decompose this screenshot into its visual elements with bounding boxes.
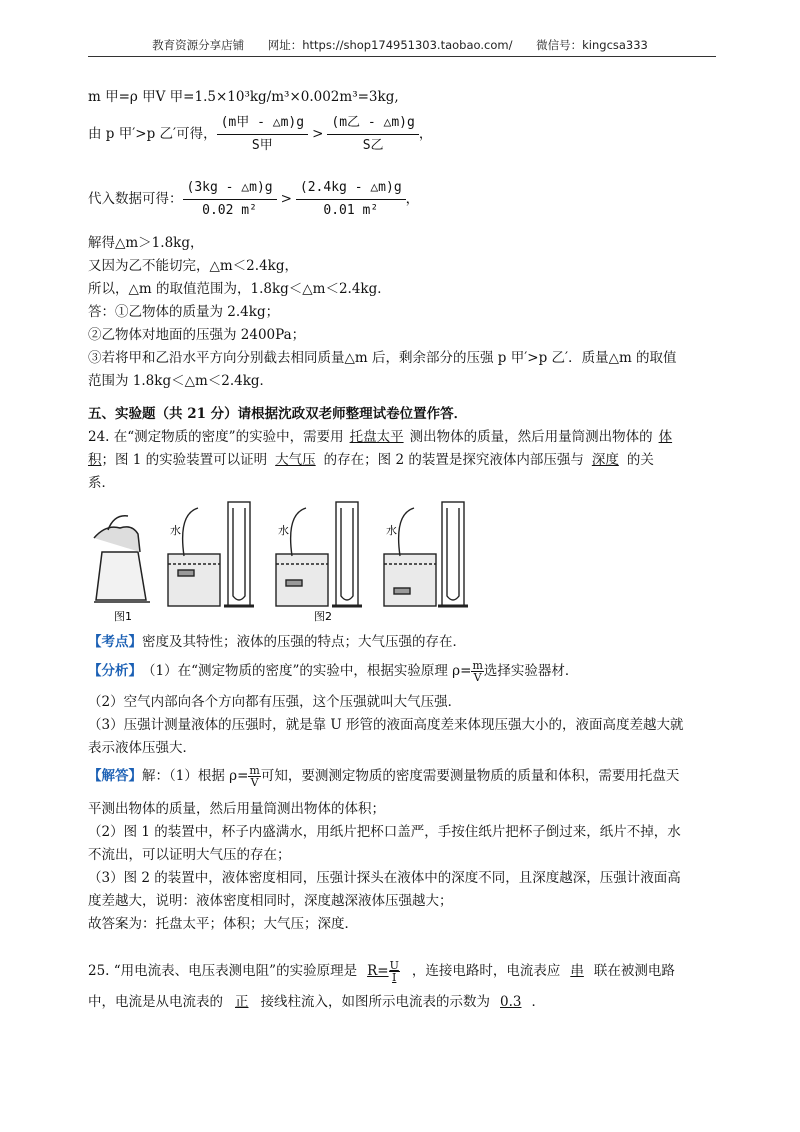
q24-text: 的关 [626,452,654,468]
figure-1-cup [94,516,150,602]
answer-blank: 体 [658,429,673,445]
solution-line-5: 又因为乙不能切完，△m＜2.4kg， [88,258,298,274]
fraction-denominator: 0.01 m² [323,202,379,218]
answer-line-4: 范围为 1.8kg＜△m＜2.4kg． [88,373,274,389]
container-3 [384,502,468,606]
q24-text: ；图 1 的实验装置可以证明 [101,452,268,468]
container-1 [168,502,254,606]
fraction-numerator: (m甲 - △m)g [217,114,308,135]
fenxi-line-1 [88,659,578,683]
water-label: 水 [170,524,181,537]
jieda-line-6: 度差越大，说明：液体密度相同时，深度越深液体压强越大； [88,893,453,909]
solution-line-3: 代入数据可得： $\frac{(3kg - \triangle m)g}{\text{0.02 m²}}$ > $\frac{(2.4kg - \triangle m)g}{\text{0.01 m²}}$ ， [88,179,420,218]
solution-line-4: 解得△m＞1.8kg， [88,235,204,251]
fenxi-line-4: 表示液体压强大． [88,740,196,756]
shop-name: 教育资源分享店铺 [152,38,245,52]
fenxi-line-2: （2）空气内部向各个方向都有压强，这个压强就叫大气压强． [88,694,462,710]
q24-text: 的存在；图 2 的装置是探究液体内部压强与 [323,452,584,468]
fenxi-text: （1）在“测定物质的密度”的实验中，根据实验原理 ρ= [142,663,472,679]
fraction-numerator: (3kg - △m)g [183,179,277,200]
answer-line-2: ②乙物体对地面的压强为 2400Pa； [88,327,306,343]
experiment-figure [88,494,472,624]
q24-text: 测出物体的质量，然后用量筒测出物体的 [409,429,653,445]
fraction-numerator: m [249,763,260,777]
header-rule [88,56,716,57]
q24-line-1 [88,428,678,446]
q24-line-3: 系． [88,475,115,491]
fraction-left [183,179,277,220]
shop-url: 网址：https://shop174951303.taobao.com/ [267,38,513,52]
jieda-line-4: 不流出，可以证明大气压的存在； [88,847,291,863]
jieda-tag: 【解答】 [88,768,142,784]
kaodian-tag: 【考点】 [88,634,142,650]
q25-text: ，连接电路时，电流表应 [411,963,561,979]
q25-text: ． [531,994,545,1010]
resistance-fraction [389,960,400,983]
fraction-numerator: m [472,658,483,672]
density-fraction [248,765,260,788]
answer-blank: 串 [570,963,584,979]
fraction-denominator: 0.02 m² [202,202,257,218]
fraction-denominator: S甲 [251,137,273,153]
solution-line-2: 由 p 甲′>p 乙′可得， $\frac{\text{(m甲 - △m)g}}{\text{S甲}}$ > $\frac{\text{(m乙 - △m)g}}{\text{S乙}}$ ， [88,114,433,153]
q25-text: 25. “用电流表、电压表测电阻”的实验原理是 [88,963,358,979]
fraction-right [327,114,418,155]
figure-2-containers [168,502,468,606]
fraction-left [217,114,308,155]
jieda-text: 可知，要测测定物质的密度需要测量物质的质量和体积，需要用托盘天 [260,768,680,784]
q24-text: 24. 在“测定物质的密度”的实验中，需要用 [88,429,344,445]
answer-blank [357,960,412,983]
jieda-line-3: （2）图 1 的装置中，杯子内盛满水，用纸片把杯口盖严，手按住纸片把杯子倒过来，纸片不掉，水 [88,824,681,840]
jieda-line-2: 平测出物体的质量，然后用量筒测出物体的体积； [88,801,385,817]
density-fraction [471,660,483,683]
water-label: 水 [278,524,289,537]
fraction-numerator: (2.4kg - △m)g [296,179,406,200]
jieda-line-5: （3）图 2 的装置中，液体密度相同，压强计探头在液体中的深度不同，且深度越深，压强计液面高 [88,870,681,886]
jieda-text: 解：（1）根据 ρ= [142,768,249,784]
experiment-illustration [88,494,472,624]
q25-text: 接线柱流入，如图所示电流表的示数为 [260,994,490,1010]
figure-1-label: 图1 [114,610,132,623]
answer-line-3: ③若将甲和乙沿水平方向分别截去相同质量△m 后，剩余部分的压强 p 甲′>p 乙′．质量△m 的取值 [88,350,677,366]
kaodian-text: 密度及其特性；液体的压强的特点；大气压强的存在． [142,634,466,650]
jieda-line-1 [88,764,679,788]
jieda-line-7: 故答案为：托盘太平；体积；大气压；深度． [88,916,358,932]
answer-blank: 深度 [591,452,619,468]
answer-blank: 0.3 [500,994,522,1010]
kaodian-line [88,633,466,651]
solution-line-1: m 甲=ρ 甲V 甲=1.5×10³kg/m³×0.002m³=3kg, [88,89,399,105]
fraction-numerator: (m乙 - △m)g [327,114,418,135]
solution-line-6: 所以，△m 的取值范围为，1.8kg＜△m＜2.4kg． [88,281,391,297]
q25-text: 联在被测电路 [593,963,675,979]
q25-line-1 [88,956,675,986]
q24-line-2 [88,451,654,469]
fraction-numerator: U [389,958,399,972]
answer-blank: 积 [88,452,102,468]
water-label: 水 [386,524,397,537]
wechat-id: 微信号：kingcsa333 [536,38,648,52]
page-header [0,37,800,53]
answer-line-1: 答：①乙物体的质量为 2.4kg； [88,304,280,320]
fraction-denominator: S乙 [362,137,384,153]
fraction-right [296,179,406,220]
answer-blank: 托盘太平 [349,429,404,445]
fenxi-text: 选择实验器材． [483,663,579,679]
section-title: 五、实验题（共 21 分）请根据沈政双老师整理试卷位置作答． [88,406,468,422]
fenxi-line-3: （3）压强计测量液体的压强时，就是靠 U 形管的液面高度差来体现压强大小的，液面高度差越大就 [88,717,684,733]
fenxi-tag: 【分析】 [88,663,142,679]
fraction-denominator: V [473,670,482,684]
container-2 [276,502,362,606]
figure-2-label: 图2 [314,610,332,623]
answer-blank: 大气压 [275,452,316,468]
fraction-denominator: I [392,970,397,984]
q25-text: 中，电流是从电流表的 [88,994,223,1010]
formula-lhs: R= [367,963,389,979]
solution-line-3-prefix: 代入数据可得： [88,191,183,207]
q25-line-2 [88,993,545,1011]
answer-blank: 正 [235,994,249,1010]
solution-line-2-prefix: 由 p 甲′>p 乙′可得， [88,126,217,142]
fraction-denominator: V [250,775,259,789]
